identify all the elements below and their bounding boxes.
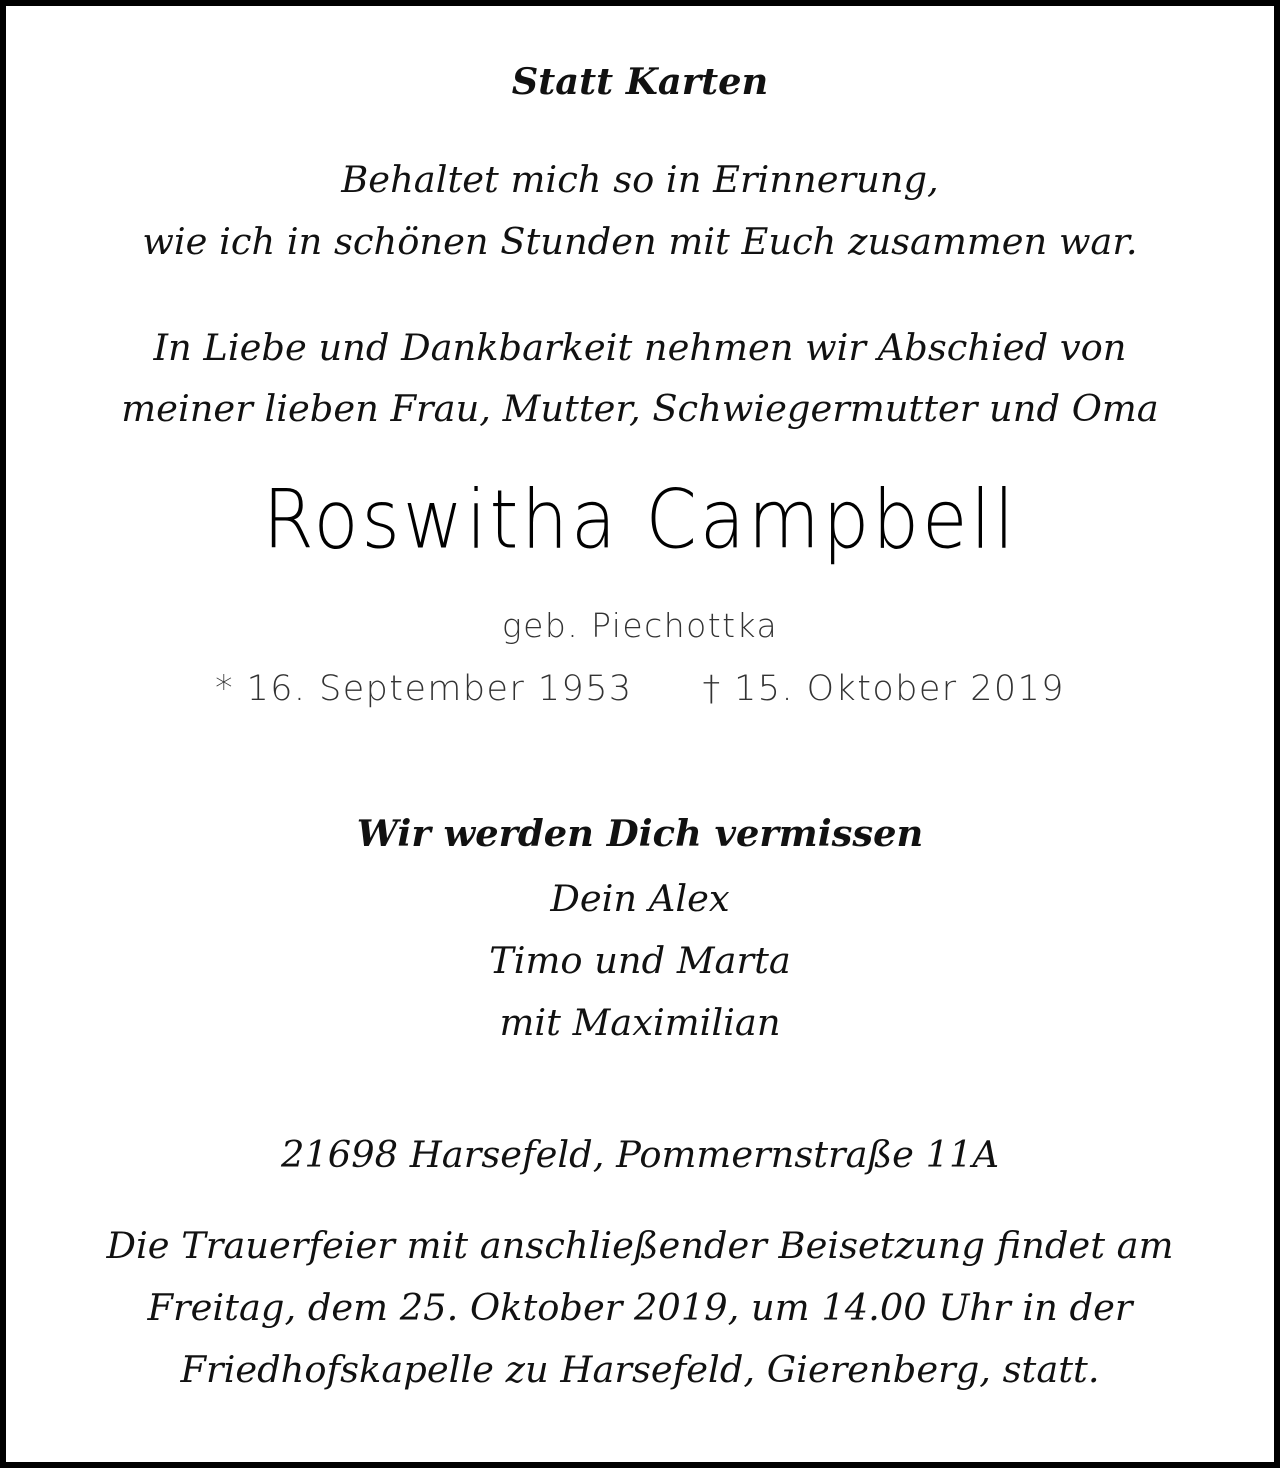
intro-line-2: meiner lieben Frau, Mutter, Schwiegermutter und Oma xyxy=(121,387,1159,430)
funeral-line-3: Friedhofskapelle zu Harsefeld, Gierenberg, statt. xyxy=(180,1348,1100,1391)
maiden-name: geb. Piechottka xyxy=(501,606,779,645)
mourners-heading: Wir werden Dich vermissen xyxy=(356,811,924,855)
header-statt-karten: Statt Karten xyxy=(511,59,769,103)
mourner-line-2: Timo und Marta xyxy=(489,939,791,982)
deceased-name: Roswitha Campbell xyxy=(262,473,1018,568)
intro-line-1: In Liebe und Dankbarkeit nehmen wir Abschied von xyxy=(153,326,1127,369)
funeral-line-1: Die Trauerfeier mit anschließender Beisetzung findet am xyxy=(106,1224,1174,1267)
quote-line-2: wie ich in schönen Stunden mit Euch zusammen war. xyxy=(142,220,1138,263)
birth-date: * 16. September 1953 xyxy=(215,669,633,709)
funeral-line-2: Freitag, dem 25. Oktober 2019, um 14.00 Uhr in der xyxy=(147,1286,1133,1329)
quote-line-1: Behaltet mich so in Erinnerung, xyxy=(341,158,939,201)
mourner-line-1: Dein Alex xyxy=(550,877,730,920)
life-dates xyxy=(6,669,1274,709)
family-address: 21698 Harsefeld, Pommernstraße 11A xyxy=(280,1133,1000,1176)
mourner-line-3: mit Maximilian xyxy=(499,1001,781,1044)
death-date: † 15. Oktober 2019 xyxy=(702,669,1065,709)
